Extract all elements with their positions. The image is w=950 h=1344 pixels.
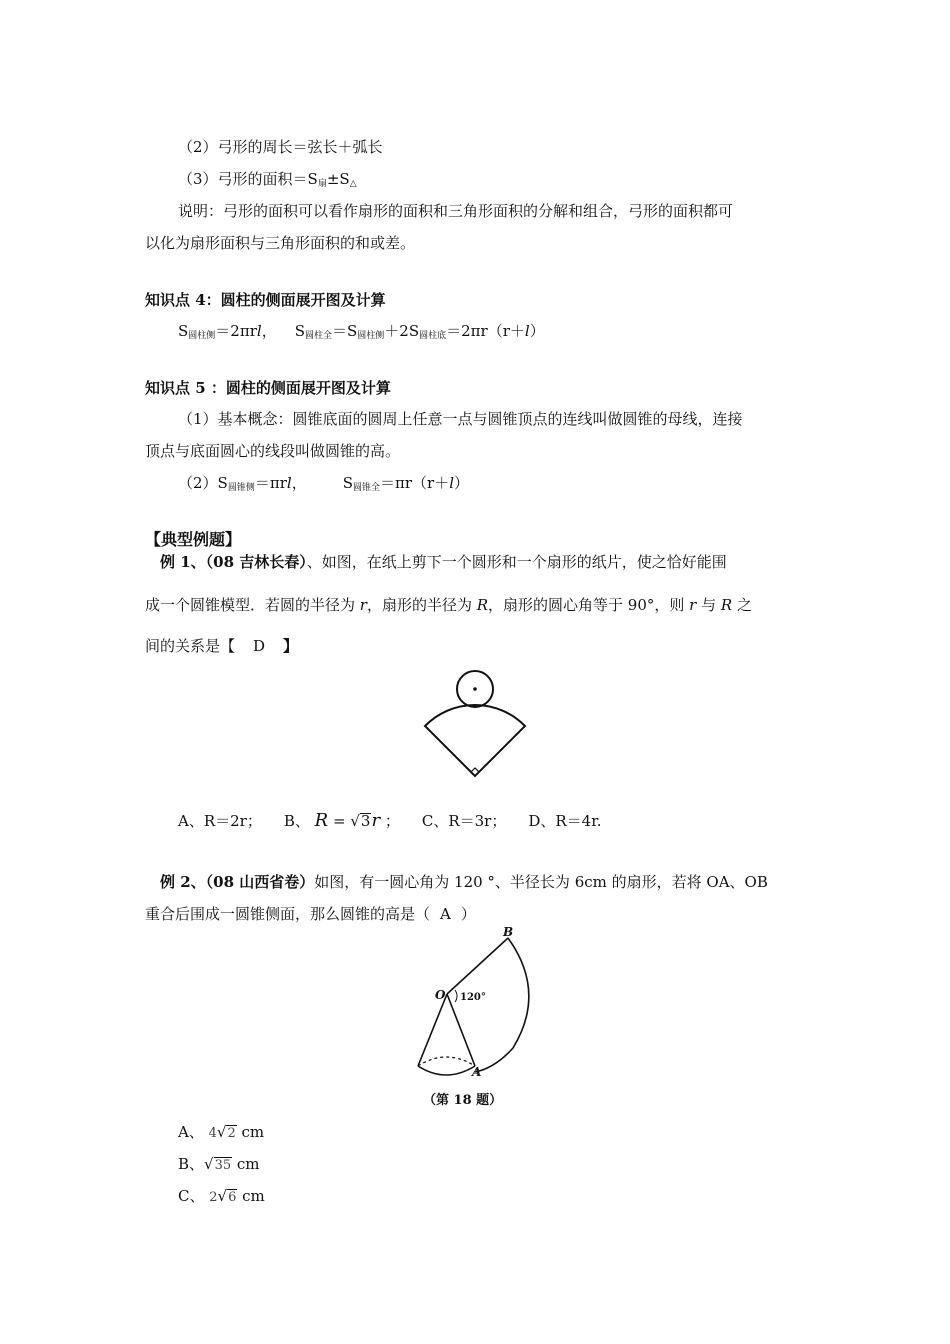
kp5-para-1: （1）基本概念：圆锥底面的圆周上任意一点与圆锥顶点的连线叫做圆锥的母线，连接	[178, 410, 743, 428]
ex1-option-b: B、 R = √3r ；	[283, 810, 400, 831]
ex1-line-3: 间的关系是【 D 】	[145, 637, 299, 655]
ex2-angle-arc	[455, 990, 457, 1002]
ex2-radius-ob	[447, 938, 508, 994]
ex1-circle-center	[473, 687, 477, 691]
ex2-figure	[405, 924, 545, 1110]
ex2-line-2: 重合后围成一圆锥侧面，那么圆锥的高是（ A ）	[145, 905, 476, 923]
kp5-formula: $(2)S_{圆锥侧}=\pi rl$， $S_{圆锥全}=\pi r(r+l)$	[178, 474, 470, 493]
ex1-right-angle-mark	[471, 768, 479, 772]
ex1-line-1: 例 1、（08 吉林长春）、如图，在纸上剪下一个圆形和一个扇形的纸片，使之恰好能围	[160, 553, 727, 571]
ex1-options	[178, 810, 602, 832]
bow-area-line: （3）弓形的面积$=S_扇\pm S_\triangle$	[178, 170, 357, 189]
ex1-sector	[425, 705, 525, 776]
ex2-answer: A	[440, 905, 451, 923]
ex2-label-a: A	[472, 1065, 482, 1079]
ex2-figure-caption: （第 18 题）	[423, 1093, 503, 1108]
examples-heading: 【典型例题】	[145, 530, 242, 549]
ex2-cone-base-front	[418, 1066, 475, 1075]
ex1-figure	[420, 668, 532, 784]
ex2-arc	[475, 938, 529, 1072]
ex2-option-b: B、√35 cm	[178, 1155, 260, 1173]
note-line-2: 以化为扇形面积与三角形面积的和或差。	[145, 234, 416, 252]
ex2-label-angle: 120°	[460, 992, 486, 1003]
note-line-1: 说明：弓形的面积可以看作扇形的面积和三角形面积的分解和组合，弓形的面积都可	[178, 202, 734, 220]
ex1-option-a: A、R＝2r；	[178, 812, 262, 830]
kp4-title: 知识点 4：圆柱的侧面展开图及计算	[145, 291, 386, 309]
kp4-formula: $S_{圆柱侧}=2\pi rl$， $S_{圆柱全}=S_{圆柱侧}+2S_{圆柱底}=2\pi r(r+l)$	[178, 322, 545, 341]
bow-perimeter-line: （2）弓形的周长＝弦长＋弧长	[178, 138, 383, 156]
ex2-label-o: O	[435, 988, 446, 1002]
kp5-para-2: 顶点与底面圆心的线段叫做圆锥的高。	[145, 442, 401, 460]
ex2-label-b: B	[503, 925, 514, 939]
kp5-title: 知识点 5 ：圆柱的侧面展开图及计算	[145, 379, 391, 397]
ex2-cone-right-edge	[447, 994, 475, 1066]
ex2-option-c: C、 2√6 cm	[178, 1187, 265, 1205]
ex2-line-1: 例 2、（08 山西省卷）如图，有一圆心角为 120 °、半径长为 6cm 的扇形，若将 OA、OB	[160, 873, 768, 891]
ex1-answer: D	[253, 637, 266, 655]
ex1-option-d: D、R＝4r.	[528, 812, 602, 830]
ex1-line-2: 成一个圆锥模型．若圆的半径为 r，扇形的半径为 R，扇形的圆心角等于 90°，则 r 与 R 之	[145, 596, 752, 614]
ex1-option-c: C、R＝3r；	[421, 812, 507, 830]
ex2-option-a: A、 4√2 cm	[178, 1123, 265, 1141]
ex2-cone-base-back	[418, 1057, 475, 1066]
ex2-cone-left-edge	[418, 994, 447, 1066]
